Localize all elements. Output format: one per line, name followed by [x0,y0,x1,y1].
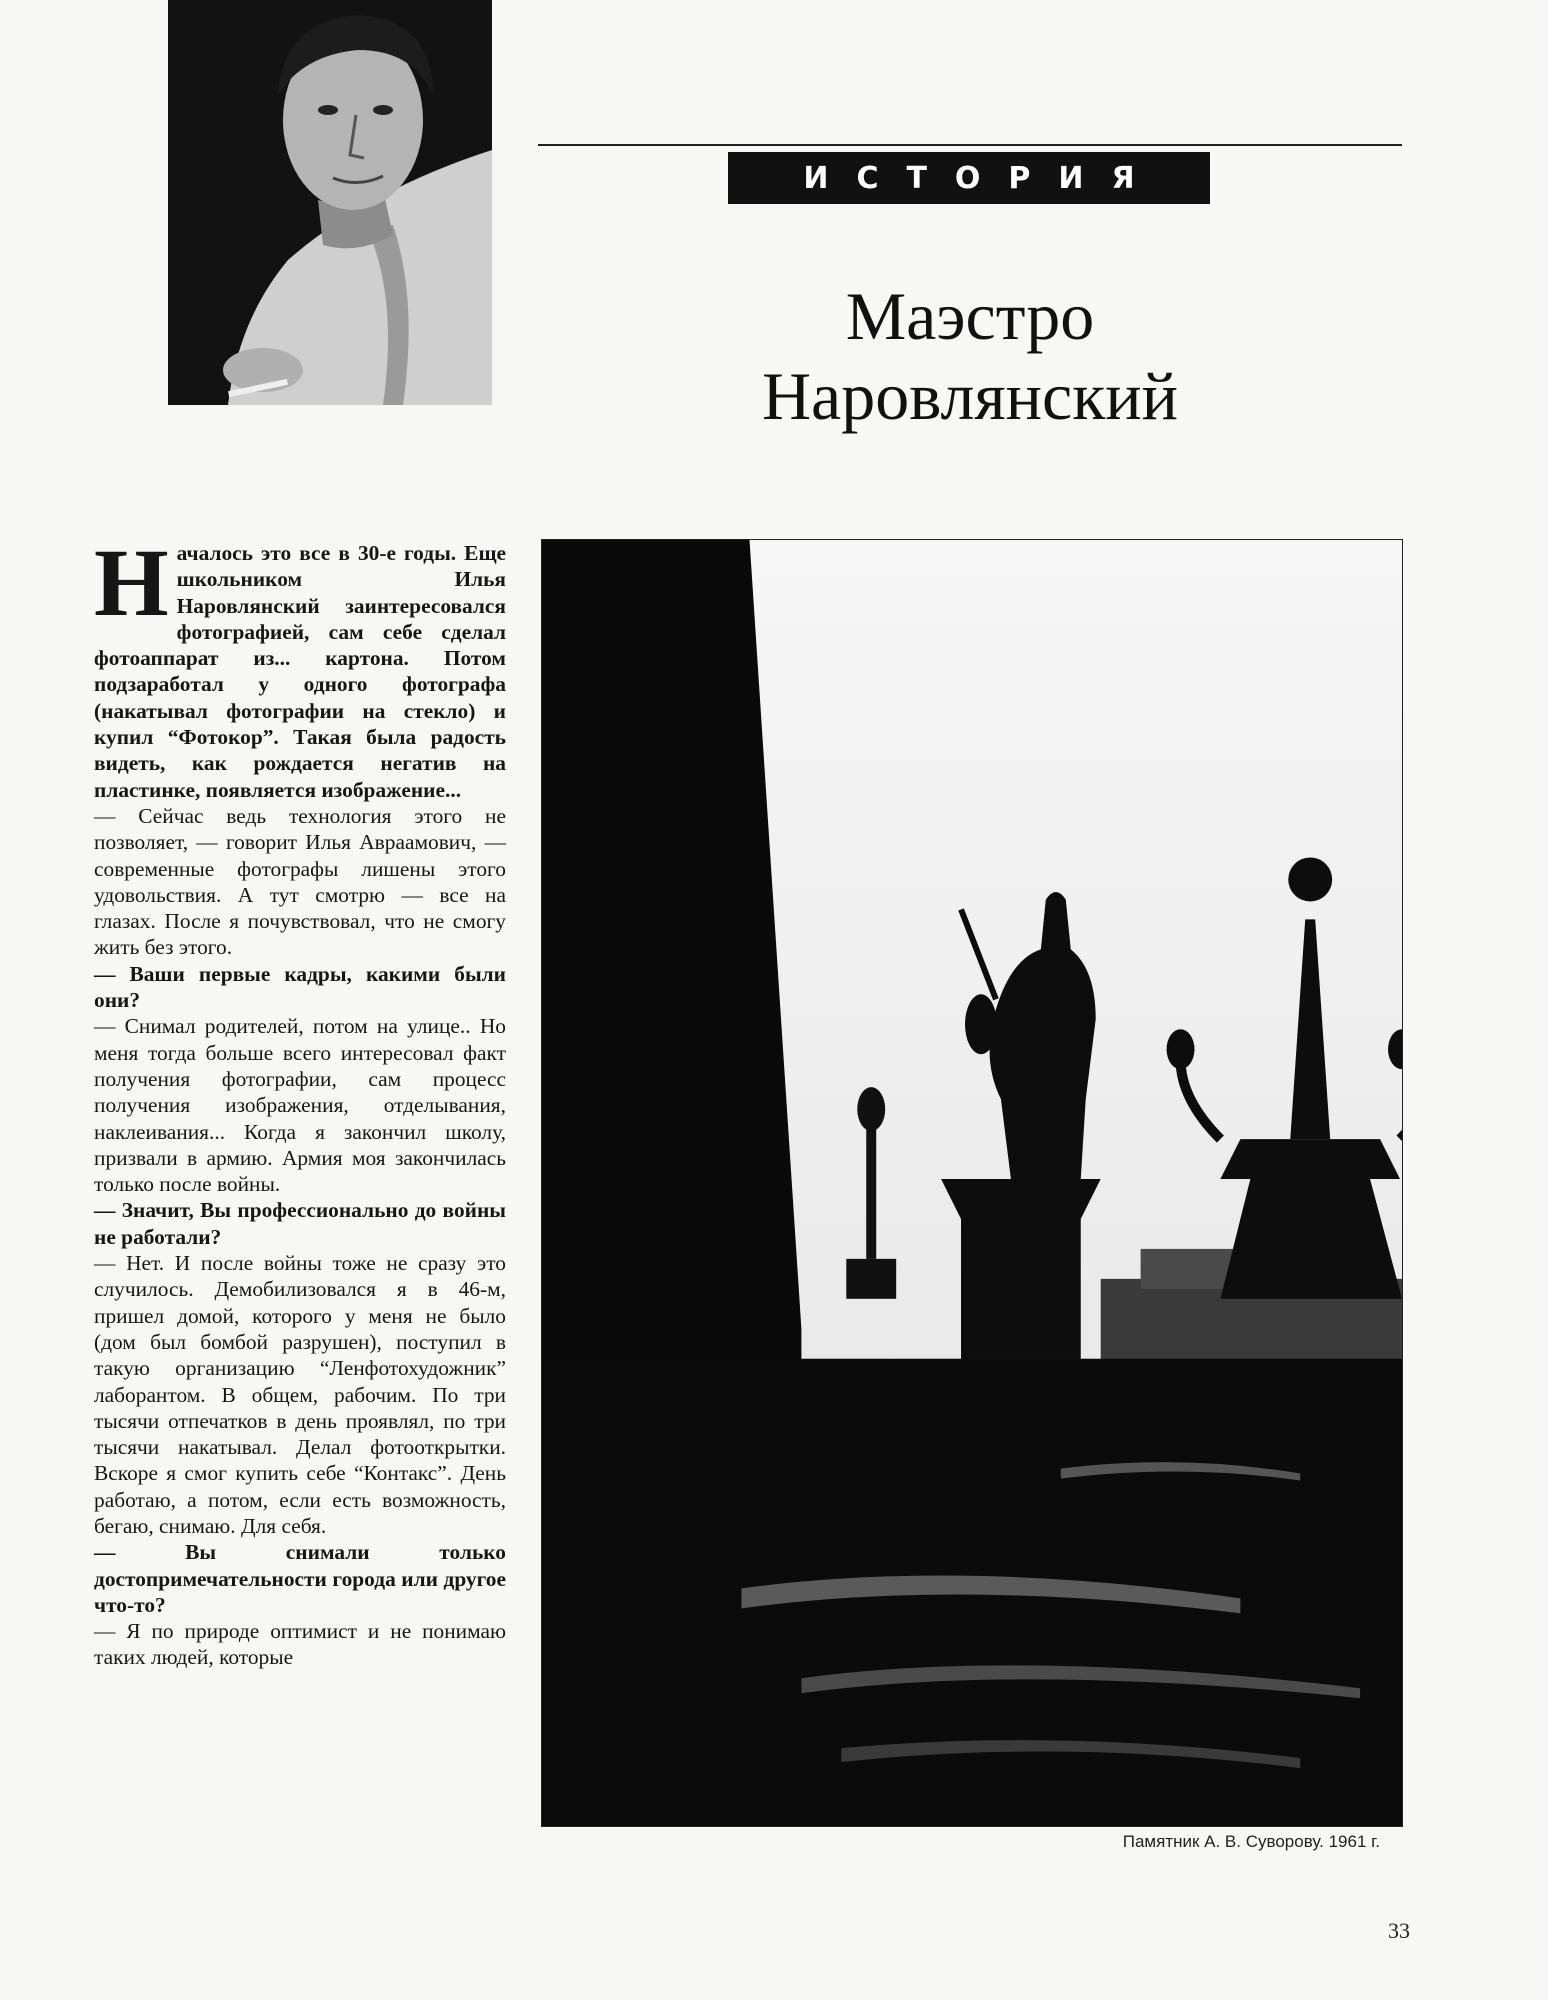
answer-paragraph-2: — Снимал родителей, потом на улице.. Но меня тогда больше всего интересовал факт получения фотографии, сам процесс получения изображения, отделывания, наклеивания... Когда я закончил школу, призвали в армию. Армия моя закончилась только после войны. [94,1014,506,1197]
monument-silhouette [542,540,1402,1826]
question-2: — Значит, Вы профессионально до войны не работали? [94,1198,506,1249]
article-title [620,276,1320,436]
lead-text: ачалось это все в 30-е годы. Еще школьником Илья Наровлянский заинтересовался фотографией, сам себе сделал фотоаппарат из... картона. Потом подзаработал у одного фотографа (накатывал фотографии на стекло) и купил “Фотокор”. Такая была радость видеть, как рождается негатив на пластинке, появляется изображение... [94,541,506,802]
title-line-2: Наровлянский [761,358,1179,434]
answer-paragraph-3: — Нет. И после войны тоже не сразу это случилось. Демобилизовался я в 46-м, пришел домой, которого у меня не было (дом был бомбой разрушен), поступил в такую организацию “Ленфотохудожник” лаборантом. В общем, рабочим. По три тысячи отпечатков в день проявлял, по три тысячи накатывал. Делал фотооткрытки. Вскоре я смог купить себе “Контакс”. День работаю, а потом, если есть возможность, бегаю, снимаю. Для себя. [94,1251,506,1538]
portrait-photo [168,0,492,405]
question-1: — Ваши первые кадры, какими были они? [94,961,506,1013]
section-banner: ИСТОРИЯ [728,152,1210,204]
top-rule [538,144,1402,146]
lead-paragraph [94,529,506,803]
drop-cap: Н [94,529,169,636]
monument-photo [541,539,1403,1827]
portrait-illustration [168,0,492,405]
title-line-1: Маэстро [845,278,1095,354]
photo-caption: Памятник А. В. Суворову. 1961 г. [1122,1832,1380,1851]
answer-paragraph-1: — Сейчас ведь технология этого не позволяет, — говорит Илья Авраамович, — современные фотографы лишены этого удовольствия. А тут смотрю — все на глазах. После я почувствовал, что не смогу жить без этого. [94,803,506,960]
article-body [94,529,506,1671]
page-number: 33 [1388,1918,1410,1943]
answer-paragraph-4: — Я по природе оптимист и не понимаю таких людей, которые [94,1619,506,1670]
question-3: — Вы снимали только достопримечательности города или другое что-то? [94,1540,506,1617]
